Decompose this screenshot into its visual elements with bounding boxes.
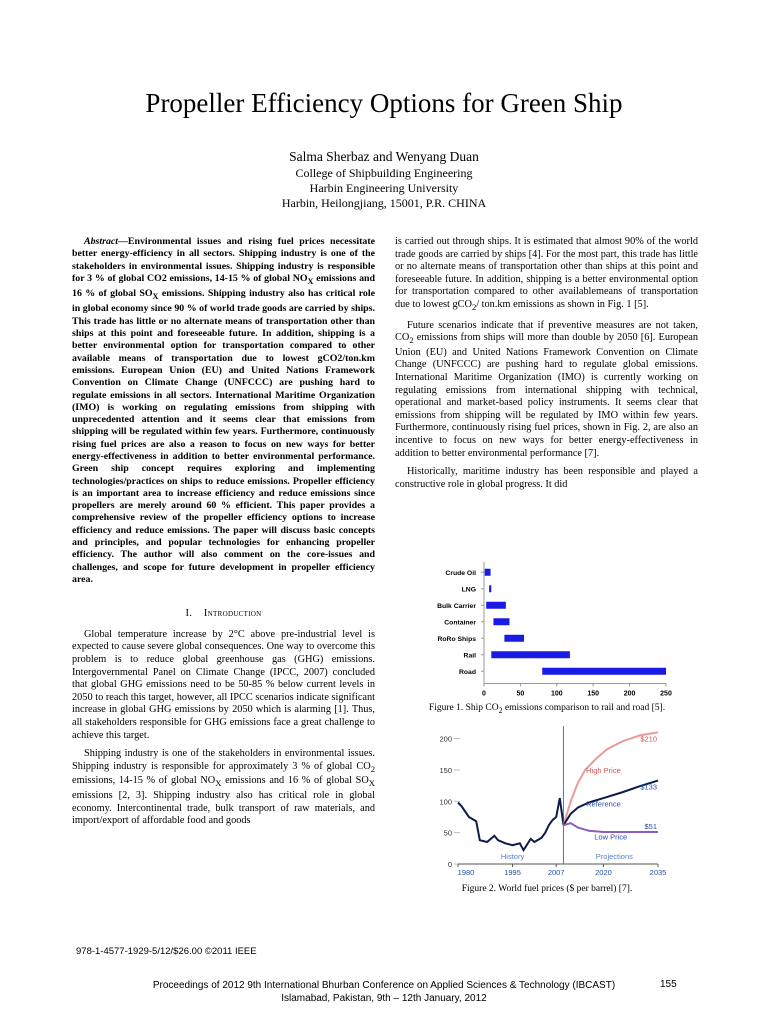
fig2-region-label: History	[500, 852, 525, 861]
right-p1-sub: 2	[471, 302, 477, 313]
section-numeral: I.	[185, 608, 193, 620]
author-block	[0, 149, 768, 211]
abstract-sub-2: X	[152, 292, 159, 302]
right-p2-sub: 2	[409, 335, 414, 346]
intro-p2-b: emissions, 14-15 % of global NO	[72, 775, 216, 787]
fig1-category-label: Container	[444, 619, 476, 627]
abstract-text-3: emissions. Shipping industry also has critical role in global economy since 90 % of world trade goods are carried by ships. This trade has little or no alternate means of transportation other than ships at this point and foreseeable future. In addition, shipping is a better environmental option for transportation compared to other available means of transportation due to lowest gCO2/ton.km emissions. European Union (EU) and United Nations Framework Convention on Climate Change (UNFCCC) are pushing hard to regulate emissions in all sectors. International Maritime Organization (IMO) is working on regulating emissions from shipping with unprecedented attention and it seems clear that emissions from shipping will be regulated within few years. Furthermore, continuously rising fuel prices are also a reason to focus on new ways for better energy-effectiveness in addition to better environmental performance. Green ship concept requires exploring and implementing technologies/practices on ships to reduce emissions. Propeller efficiency is an important area to increase efficiency and reduce emissions since propellers are merely around 60 % efficient. This paper provides a comprehensive review of the propeller efficiency options to increase efficiency and reduce emissions. The paper will discuss basic concepts and principles, and popular technologies for enhancing propeller efficiency. The author will also comment on the core-issues and challenges, and scope for future development in propeller efficiency area.	[72, 288, 375, 585]
right-paragraph-2	[395, 320, 698, 461]
intro-paragraph-1: Global temperature increase by 2°C above pre-industrial level is expected to cause severe global consequences. One way to overcome this problem is to reduce global greenhouse gas (GHG) emissions. Intergovernmental Panel on Climate Change (IPCC, 2007) concluded that global GHG emissions need to be 50-85 % below current levels in 2050 to reach this target, however, all IPCC scenarios indicate significant increase in global GHG emissions by 2050 which is alarming [1]. Thus, all stakeholders responsible for GHG emissions face a great challenge to achieve this target.	[72, 628, 375, 741]
fig1-category-label: Crude Oil	[445, 569, 476, 577]
intro-paragraph-2	[72, 748, 375, 828]
intro-p2-sub3: X	[368, 778, 375, 789]
abstract-sub-1: X	[307, 276, 314, 286]
left-column	[72, 236, 375, 828]
abstract	[72, 236, 375, 586]
abstract-text-2: emissions and 16 % of global SO	[72, 272, 375, 300]
fig2-annotation: $133	[640, 782, 657, 792]
fig1-x-tick-label: 100	[550, 690, 563, 698]
fig1-bar	[542, 668, 666, 675]
fig2-annotation: High Price	[586, 766, 621, 776]
section-heading-introduction	[72, 608, 375, 621]
fig2-y-tick-label: 0	[447, 860, 452, 869]
intro-p2-d: emissions [2, 3]. Shipping industry also has critical role in global economy. Intercontinental trade, bulk transport of raw materials, and import/export of affordable food and goods	[72, 790, 375, 827]
author-address: Harbin, Heilongjiang, 15001, P.R. CHINA	[281, 196, 487, 210]
proceedings-line-1: Proceedings of 2012 9th International Bhurban Conference on Applied Sciences & Technology (IBCAST)	[152, 980, 616, 991]
right-p2-a: Future scenarios indicate that if preventive measures are not taken, CO	[395, 319, 698, 344]
right-paragraph-3: Historically, maritime industry has been responsible and played a constructive role in global progress. It did	[395, 466, 698, 490]
abstract-text-1: Environmental issues and rising fuel prices necessitate better energy-efficiency in all sectors. Shipping industry is one of the stakeholders in environmental issues. Shipping industry is responsible for 3 % of global CO2 emissions, 14-15 % of global NO	[72, 236, 375, 284]
right-paragraph-1	[395, 236, 698, 314]
fig2-x-tick-label: 1980	[457, 868, 475, 877]
fig1-category-label: Road	[459, 668, 476, 676]
author-names: Salma Sherbaz and Wenyang Duan	[289, 149, 479, 164]
figure-2-caption: Figure 2. World fuel prices ($ per barrel) [7].	[461, 884, 633, 894]
footer-isbn: 978-1-4577-1929-5/12/$26.00 ©2011 IEEE	[76, 946, 257, 957]
fig2-series-line	[564, 732, 659, 825]
fig2-region-label: Projections	[595, 852, 633, 861]
fig2-x-tick-label: 1995	[504, 868, 521, 877]
fig2-annotation: $210	[640, 734, 657, 744]
figure-1-caption	[396, 703, 698, 715]
fig2-annotation: Low Price	[594, 832, 628, 842]
figure-1-bar-chart	[396, 558, 696, 698]
intro-p2-sub2: X	[215, 778, 222, 789]
fig1-bar	[485, 569, 491, 576]
right-p1-a: is carried out through ships. It is estimated that almost 90% of the world trade goods are carried by ships [4]. For the most part, this trade has little or no alternate means of transportation other than ships at this point and foreseeable future. In addition, shipping is a better environmental option for transportation compared to other availablemeans of transportation due to lowest gCO	[395, 236, 698, 310]
intro-p2-c: emissions and 16 % of global SO	[221, 775, 369, 787]
section-title: Introduction	[203, 608, 262, 620]
fig1-x-tick-label: 150	[587, 690, 600, 698]
page-number: 155	[660, 979, 677, 990]
right-column	[395, 236, 698, 491]
fig2-annotation: Reference	[586, 799, 621, 809]
fig1-caption-b: emissions comparison to rail and road [5].	[502, 703, 666, 713]
fig1-x-tick-label: 0	[482, 690, 486, 698]
fig1-caption-a: Figure 1. Ship CO	[428, 703, 499, 713]
fig2-x-tick-label: 2035	[649, 868, 667, 877]
fig1-x-tick-label: 250	[660, 690, 672, 698]
fig2-y-tick-label: 50	[443, 828, 452, 838]
figure-2-line-chart	[410, 722, 690, 882]
right-p2-b: emissions from ships will more than double by 2050 [6]. European Union (EU) and United Nations Framework Convention on Climate Change (UNFCCC) are pushing hard to regulate global emissions. International Maritime Organization (IMO) is currently working on regulating emissions from international shipping with technical, operational and market-based policy instruments. It seems clear that emissions from shipping will be regulated by IMO within few years. Furthermore, continuously rising fuel prices, shown in Fig. 2, are also an incentive to focus on new ways for better energy-effectiveness in addition to better environmental performance [7].	[395, 332, 698, 459]
footer-proceedings	[100, 979, 668, 1005]
fig1-x-tick-label: 50	[516, 690, 525, 698]
fig1-category-label: Rail	[463, 652, 476, 660]
fig2-y-tick-label: 200	[439, 734, 452, 744]
paper-title: Propeller Efficiency Options for Green Ship	[145, 88, 623, 118]
intro-p2-a: Shipping industry is one of the stakeholders in environmental issues. Shipping industry is responsible for approximately 3 % of global CO	[72, 748, 375, 772]
fig1-bar	[504, 635, 524, 642]
fig1-x-tick-label: 200	[623, 690, 636, 698]
fig1-caption-sub: 2	[498, 705, 503, 715]
fig1-bar	[489, 585, 491, 592]
intro-p2-sub1: 2	[370, 763, 375, 774]
fig1-bar	[493, 618, 509, 625]
fig2-y-tick-label: 100	[439, 797, 452, 807]
fig2-annotation: $51	[644, 822, 657, 832]
proceedings-line-2: Islamabad, Pakistan, 9th – 12th January, 2012	[281, 993, 487, 1004]
author-department: College of Shipbuilding Engineering	[295, 166, 473, 180]
author-university: Harbin Engineering University	[309, 181, 459, 195]
fig2-x-tick-label: 2007	[547, 868, 565, 877]
abstract-lead: Abstract	[84, 236, 119, 247]
fig2-x-tick-label: 2020	[595, 868, 612, 877]
fig1-category-label: Bulk Carrier	[437, 602, 476, 610]
fig1-category-label: LNG	[461, 586, 476, 594]
fig1-bar	[486, 602, 506, 609]
abstract-dash: —	[118, 236, 128, 247]
fig2-series-line	[458, 798, 564, 850]
fig1-category-label: RoRo Ships	[437, 635, 476, 643]
fig2-y-tick-label: 150	[439, 765, 452, 775]
right-p1-b: / ton.km emissions as shown in Fig. 1 [5].	[476, 298, 649, 310]
fig1-bar	[491, 651, 570, 658]
